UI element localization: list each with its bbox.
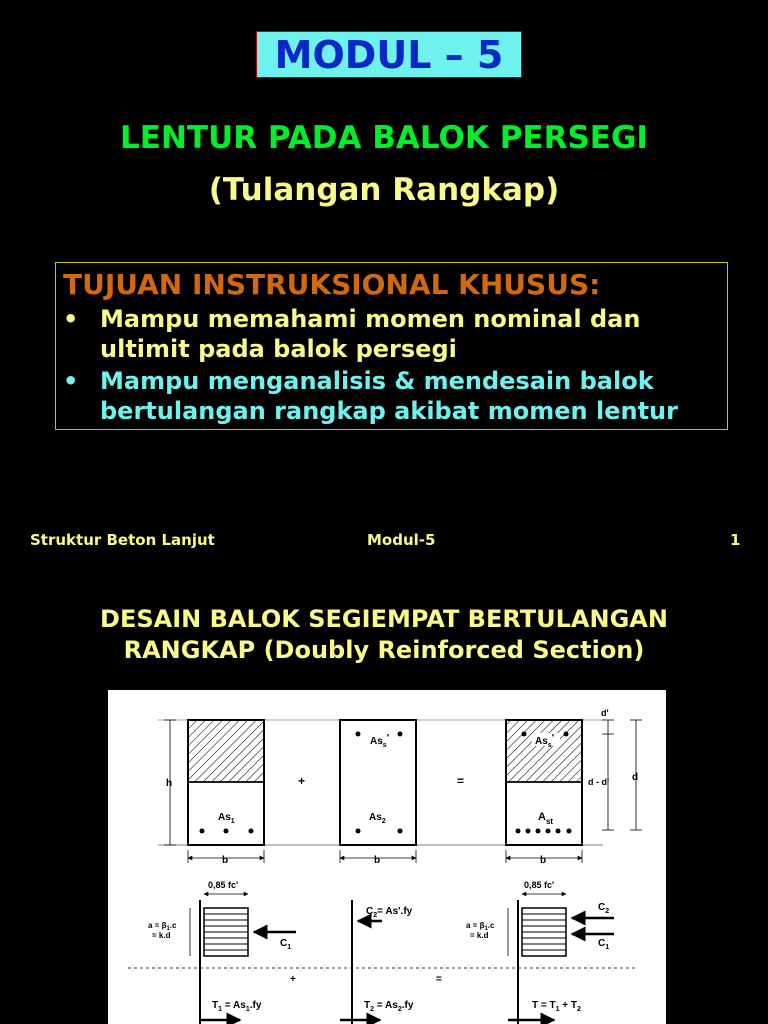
d-label: d <box>632 772 639 783</box>
h-dimension <box>164 720 176 845</box>
rebar <box>546 829 551 834</box>
c2-label: $C_2$ <box>598 902 610 915</box>
c1-label: $C_1$ <box>598 938 610 951</box>
d-prime-label: d' <box>601 708 609 718</box>
as-prime-label: $As_s'$ <box>370 733 390 749</box>
rebar <box>356 732 361 737</box>
section-diagram-svg <box>108 690 666 1024</box>
objective-line: ultimit pada balok persegi <box>100 335 457 363</box>
h-label: h <box>166 778 173 789</box>
a-equation-line2: = k.d <box>470 931 489 940</box>
a-equation: $a = \beta_1.c$ <box>148 921 177 932</box>
footer-module: Modul-5 <box>367 531 436 549</box>
b-label: b <box>374 855 381 866</box>
module-title-box <box>256 31 522 78</box>
rebar <box>398 829 403 834</box>
t2-label: $T_2 = As_2.fy$ <box>364 1000 414 1013</box>
bullet-icon: • <box>63 305 79 333</box>
rebar <box>536 829 541 834</box>
module-title: MODUL – 5 <box>274 32 504 77</box>
ast-label: $A_{st}$ <box>538 811 554 826</box>
rebar <box>249 829 254 834</box>
rebar <box>224 829 229 834</box>
rebar <box>516 829 521 834</box>
slide2-title-line: DESAIN BALOK SEGIEMPAT BERTULANGAN <box>100 605 668 633</box>
slide-subtitle: (Tulangan Rangkap) <box>208 172 560 208</box>
as1-label: $As_1$ <box>218 812 235 825</box>
a-equation: $a = \beta_1.c$ <box>466 921 495 932</box>
plus-sign: + <box>298 774 306 788</box>
depth-dimensions <box>588 708 642 830</box>
b-label: b <box>540 855 547 866</box>
rebar <box>200 829 205 834</box>
rebar <box>356 829 361 834</box>
fc-label: 0,85 fc' <box>208 880 239 890</box>
slide2-title <box>0 604 768 666</box>
t1-label: $T_1 = As_1.fy$ <box>212 1000 262 1013</box>
rebar <box>564 732 569 737</box>
objective-text <box>100 304 740 364</box>
footer-page-number: 1 <box>730 531 741 549</box>
as-prime-label: $As_s'$ <box>535 733 555 749</box>
section-3 <box>506 720 582 866</box>
c1-label: $C_1$ <box>280 938 292 951</box>
slide-title: LENTUR PADA BALOK PERSEGI <box>120 120 648 156</box>
doubly-reinforced-diagram <box>108 690 666 1024</box>
c2-label: $C_2= As'.fy$ <box>366 906 413 919</box>
equals-sign: = <box>457 774 465 788</box>
objective-line: Mampu memahami momen nominal dan <box>100 305 641 333</box>
tension-forces <box>200 1000 581 1020</box>
equals-sign: = <box>436 974 442 985</box>
rebar <box>522 732 527 737</box>
section-1 <box>188 720 264 866</box>
plus-sign: + <box>290 974 296 985</box>
fc-label: 0,85 fc' <box>524 880 555 890</box>
d-minus-d-prime-label: d - d' <box>588 777 610 787</box>
objective-line: bertulangan rangkap akibat momen lentur <box>100 397 678 425</box>
objectives-heading: TUJUAN INSTRUKSIONAL KHUSUS: <box>63 268 601 301</box>
bullet-icon: • <box>63 367 79 395</box>
rebar <box>556 829 561 834</box>
b-label: b <box>222 855 229 866</box>
slide2-title-line: RANGKAP (Doubly Reinforced Section) <box>123 636 645 664</box>
t-total-label: $T = T_1 + T_2$ <box>532 1000 581 1013</box>
rebar <box>526 829 531 834</box>
a-equation-line2: = k.d <box>152 931 171 940</box>
objective-line: Mampu menganalisis & mendesain balok <box>100 367 654 395</box>
objective-text <box>100 366 740 426</box>
as2-label: $As_2$ <box>369 812 386 825</box>
section-2 <box>340 720 416 866</box>
footer-course: Struktur Beton Lanjut <box>30 531 215 549</box>
rebar <box>398 732 403 737</box>
rebar <box>567 829 572 834</box>
